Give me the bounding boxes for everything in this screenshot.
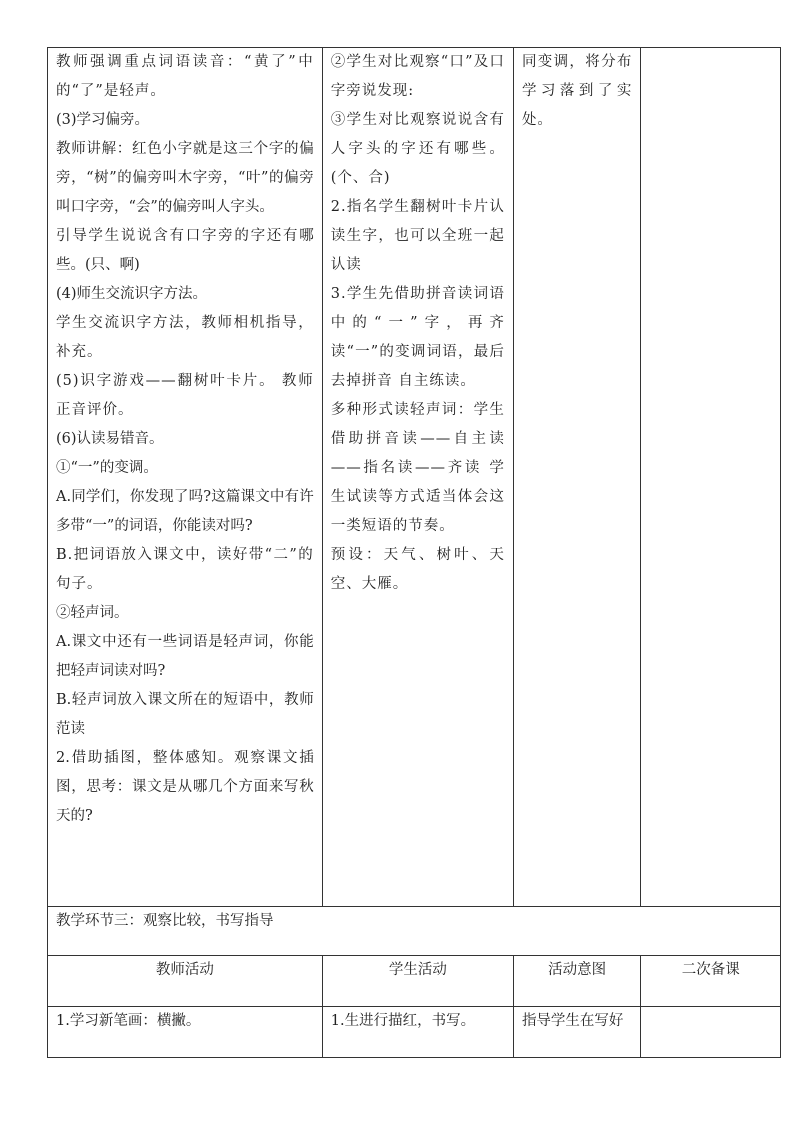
teacher-activity-cell	[48, 48, 323, 907]
teacher-paragraph: B.轻声词放入课文所在的短语中，教师范读	[56, 692, 314, 737]
student-paragraph: ③学生对比观察说说含有人字头的字还有哪些。(个、合)	[330, 112, 505, 186]
table-row	[48, 1007, 781, 1058]
intent-cell: 指导学生在写好	[513, 1007, 640, 1058]
teacher-paragraph: 学生交流识字方法，教师相机指导，补充。	[56, 315, 314, 360]
student-paragraph: 多种形式读轻声词：学生借助拼音读——自主读——指名读——齐读 学生试读等方式适当体会这一类短语的节奏。	[330, 402, 505, 534]
student-paragraph: 3.学生先借助拼音读词语中的“一”字，再齐读“一”的变调词语，最后去掉拼音 自主练读。	[330, 286, 505, 389]
teacher-paragraph: 引导学生说说含有口字旁的字还有哪些。(只、啊)	[56, 228, 314, 273]
header-activity-intent: 活动意图	[513, 956, 640, 1007]
student-paragraph: 2.指名学生翻树叶卡片认读生字，也可以全班一起认读	[330, 199, 505, 273]
teacher-paragraph: A.同学们，你发现了吗?这篇课文中有许多带“一”的词语，你能读对吗?	[56, 489, 314, 534]
student-activity-cell	[322, 48, 513, 907]
teacher-paragraph: (5)识字游戏——翻树叶卡片。 教师正音评价。	[56, 373, 314, 418]
teacher-paragraph: 教师讲解：红色小字就是这三个字的偏旁，“树”的偏旁叫木字旁，“叶”的偏旁叫口字旁，“会”的偏旁叫人字头。	[56, 141, 314, 215]
teacher-activity-cell: 1.学习新笔画：横撇。	[48, 1007, 323, 1058]
teacher-paragraph: (6)认读易错音。	[56, 431, 164, 447]
teacher-paragraph: A.课文中还有一些词语是轻声词，你能把轻声词读对吗?	[56, 634, 314, 679]
header-student-activity: 学生活动	[322, 956, 513, 1007]
header-second-prep: 二次备课	[641, 956, 781, 1007]
student-paragraph: ②学生对比观察“口”及口字旁说发现:	[330, 54, 505, 99]
teacher-paragraph: (3)学习偏旁。	[56, 112, 150, 128]
second-prep-cell	[641, 48, 781, 907]
teacher-paragraph: 2.借助插图，整体感知。观察课文插图，思考：课文是从哪几个方面来写秋天的?	[56, 750, 314, 824]
teacher-paragraph: 教师强调重点词语读音：“黄了”中的“了”是轻声。	[56, 54, 314, 99]
teacher-paragraph: ①“一”的变调。	[56, 460, 158, 476]
teacher-paragraph: B.把词语放入课文中，读好带“二”的句子。	[56, 547, 314, 592]
second-prep-cell	[641, 1007, 781, 1058]
table-row	[48, 907, 781, 956]
header-teacher-activity: 教师活动	[48, 956, 323, 1007]
teacher-paragraph: (4)师生交流识字方法。	[56, 286, 208, 302]
section-title: 教学环节三：观察比较，书写指导	[48, 907, 781, 956]
table-header-row	[48, 956, 781, 1007]
student-paragraph: 预设：天气、树叶、天空、大雁。	[330, 547, 505, 592]
student-activity-cell: 1.生进行描红，书写。	[322, 1007, 513, 1058]
table-row	[48, 48, 781, 907]
intent-cell	[513, 48, 640, 907]
lesson-plan-table	[47, 47, 781, 1058]
intent-paragraph: 同变调，将分布学习落到了实处。	[521, 54, 633, 128]
teacher-paragraph: ②轻声词。	[56, 605, 129, 621]
